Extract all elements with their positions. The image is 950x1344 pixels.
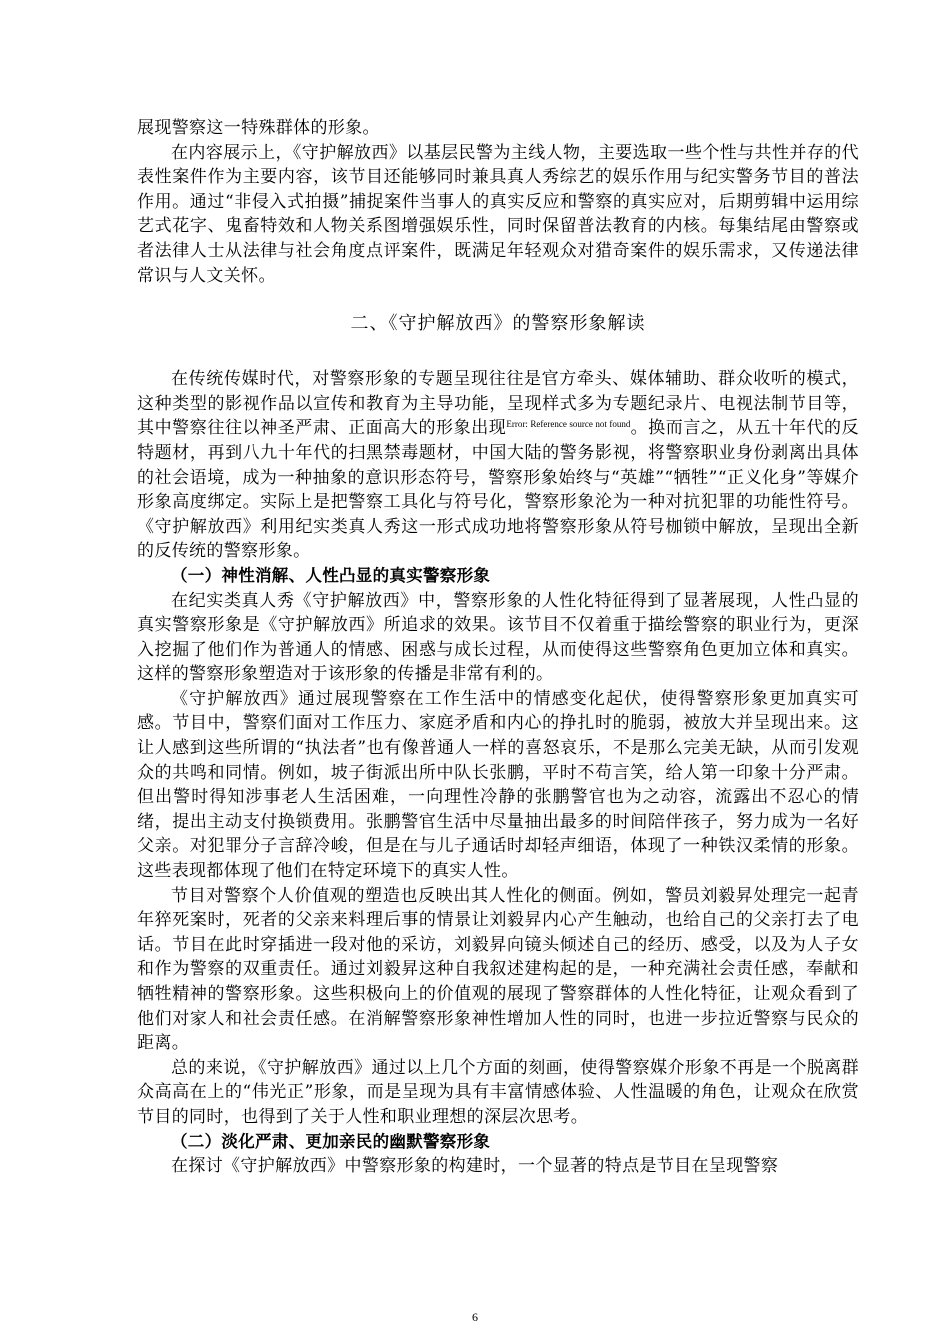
reference-error-text: Error: Reference source not found xyxy=(506,419,631,430)
paragraph-humanized-image: 在纪实类真人秀《守护解放西》中，警察形象的人性化特征得到了显著展现，人性凸显的真实警察形象是《守护解放西》所追求的效果。该节目不仅着重于描绘警察的职业行为，更深入挖掘了他们作为普通人的情感、困惑与成长过程，从而使得这些警察角色更加立体和真实。这样的警察形象塑造对于该形象的传播是非常有利的。 xyxy=(137,590,859,685)
paragraph-text: 在传统传媒时代，对警察形象的专题呈现往往是官方牵头、媒体辅助、群众收听的模式，这种类型的影视作品以宣传和教育为主导功能，呈现样式多为专题纪录片、电视法制节目等，其中警察往往以神圣严肃、正面高大的形象出现 xyxy=(137,369,859,439)
paragraph-personal-values: 节目对警察个人价值观的塑造也反映出其人性化的侧面。例如，警员刘毅昇处理完一起青年猝死案时，死者的父亲来料理后事的情景让刘毅昇内心产生触动，也给自己的父亲打去了电话。节目在此时穿插进一段对他的采访，刘毅昇向镜头倾述自己的经历、感受，以及为人子女和作为警察的双重责任。通过刘毅昇这种自我叙述建构起的是，一种充满社会责任感，奉献和牺牲精神的警察形象。这些积极向上的价值观的展现了警察群体的人性化特征，让观众看到了他们对家人和社会责任感。在消解警察形象神性增加人性的同时，也进一步拉近警察与民众的距离。 xyxy=(137,885,859,1054)
subheading-1: （一）神性消解、人性凸显的真实警察形象 xyxy=(171,565,491,585)
paragraph-traditional-media xyxy=(137,367,859,564)
page-body xyxy=(137,116,859,1179)
paragraph-text: 。换而言之，从五十年代的反特题材，再到八九十年代的扫黑禁毒题材，中国大陆的警务影视，将警察职业身份剥离出具体的社会语境，成为一种抽象的意识形态符号，警察形象始终与“英雄”“牺牲”“正义化身”等媒介形象高度绑定。实际上是把警察工具化与符号化，警察形象沦为一种对抗犯罪的功能性符号。《守护解放西》利用纪实类真人秀这一形式成功地将警察形象从符号枷锁中解放，呈现出全新的反传统的警察形象。 xyxy=(137,418,859,562)
paragraph-emotional-changes: 《守护解放西》通过展现警察在工作生活中的情感变化起伏，使得警察形象更加真实可感。节目中，警察们面对工作压力、家庭矛盾和内心的挣扎时的脆弱，被放大并呈现出来。这让人感到这些所谓的“执法者”也有像普通人一样的喜怒哀乐，不是那么完美无缺，从而引发观众的共鸣和同情。例如，坡子街派出所中队长张鹏，平时不苟言笑，给人第一印象十分严肃。但出警时得知涉事老人生活困难，一向理性冷静的张鹏警官也为之动容，流露出不忍心的情绪，提出主动支付换锁费用。张鹏警官生活中尽量抽出最多的时间陪伴孩子，努力成为一名好父亲。对犯罪分子言辞冷峻，但是在与儿子通话时却轻声细语，体现了一种铁汉柔情的形象。这些表现都体现了他们在特定环境下的真实人性。 xyxy=(137,688,859,882)
paragraph-summary: 总的来说，《守护解放西》通过以上几个方面的刻画，使得警察媒介形象不再是一个脱离群众高高在上的“伟光正”形象，而是呈现为具有丰富情感体验、人性温暖的角色，让观众在欣赏节目的同时，也得到了关于人性和职业理想的深层次思考。 xyxy=(137,1057,859,1127)
subheading-2: （二）淡化严肃、更加亲民的幽默警察形象 xyxy=(171,1131,491,1151)
page-number: 6 xyxy=(472,1310,478,1324)
paragraph-humor-image: 在探讨《守护解放西》中警察形象的构建时，一个显著的特点是节目在呈现警察 xyxy=(171,1156,779,1177)
section-title: 二、《守护解放西》的警察形象解读 xyxy=(350,313,646,335)
paragraph-content-display: 在内容展示上，《守护解放西》以基层民警为主线人物，主要选取一些个性与共性并存的代表性案件作为主要内容，该节目还能够同时兼具真人秀综艺的娱乐作用与纪实警务节目的普法作用。通过“非侵入式拍摄”捕捉案件当事人的真实反应和警察的真实应对，后期剪辑中运用综艺式花字、鬼畜特效和人物关系图增强娱乐性，同时保留普法教育的内核。每集结尾由警察或者法律人士从法律与社会角度点评案件，既满足年轻观众对猎奇案件的娱乐需求，又传递法律常识与人文关怀。 xyxy=(137,142,859,286)
paragraph-continued: 展现警察这一特殊群体的形象。 xyxy=(137,118,380,138)
